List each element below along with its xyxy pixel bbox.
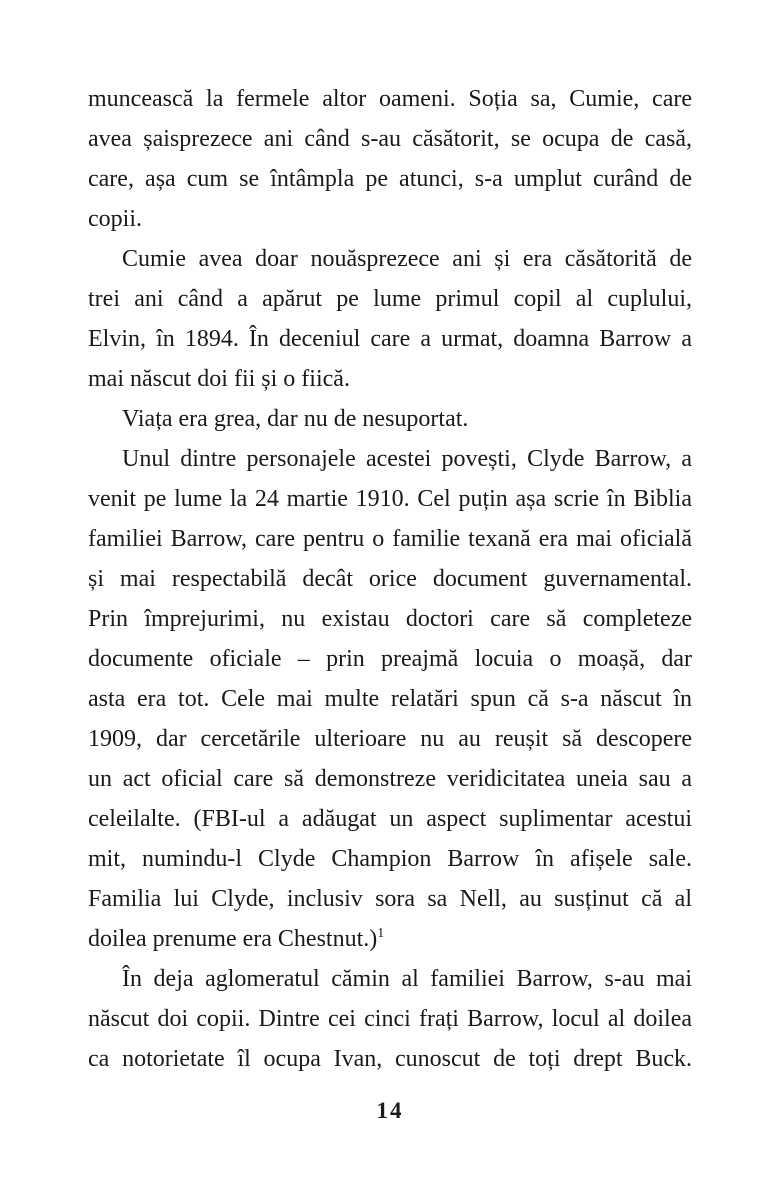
page-body-text — [88, 79, 692, 1079]
text-line: doilea prenume era Chestnut.)$^1$ — [88, 926, 385, 952]
text-line: care, așa cum se întâmpla pe atunci, s-a umplut curând de — [88, 166, 692, 192]
paragraph-4 — [88, 439, 692, 959]
text-line: trei ani când a apărut pe lume primul copil al cuplului, — [88, 286, 692, 312]
text-line: muncească la fermele altor oameni. Soția sa, Cumie, care — [88, 86, 692, 112]
paragraph-5 — [88, 959, 692, 1079]
text-line: Elvin, în 1894. În deceniul care a urmat, doamna Barrow a — [88, 326, 692, 352]
text-line: Viața era grea, dar nu de nesuportat. — [122, 406, 469, 432]
page-number: 14 — [376, 1098, 404, 1123]
text-line: familiei Barrow, care pentru o familie texană era mai oficială — [88, 526, 692, 552]
text-line: Prin împrejurimi, nu existau doctori care să completeze — [88, 606, 692, 632]
text-line: avea șaisprezece ani când s-au căsătorit, se ocupa de casă, — [88, 126, 692, 152]
text-line: Unul dintre personajele acestei povești, Clyde Barrow, a — [122, 446, 692, 472]
text-line: asta era tot. Cele mai multe relatări spun că s-a născut în — [88, 686, 692, 712]
text-line: născut doi copii. Dintre cei cinci frați Barrow, locul al doilea — [88, 1006, 692, 1032]
text-line: mit, numindu-l Clyde Champion Barrow în afișele sale. — [88, 846, 692, 872]
text-line: 1909, dar cercetările ulterioare nu au reușit să descopere — [88, 726, 692, 752]
paragraph-2 — [88, 239, 692, 399]
text-line: ca notorietate îl ocupa Ivan, cunoscut de toți drept Buck. — [88, 1046, 692, 1072]
text-line: Familia lui Clyde, inclusiv sora sa Nell, au susținut că al — [88, 886, 692, 912]
text-line: un act oficial care să demonstreze veridicitatea uneia sau a — [88, 766, 692, 792]
text-line: mai născut doi fii și o fiică. — [88, 366, 350, 392]
text-line: și mai respectabilă decât orice document guvernamental. — [88, 566, 692, 592]
text-line: copii. — [88, 206, 142, 232]
footnote-marker: 1 — [377, 926, 385, 941]
text-line: celeilalte. (FBI-ul a adăugat un aspect suplimentar acestui — [88, 806, 692, 832]
text-line: documente oficiale – prin preajmă locuia o moașă, dar — [88, 646, 692, 672]
page-footer — [88, 1098, 692, 1124]
paragraph-3 — [88, 399, 692, 439]
text-line: Cumie avea doar nouăsprezece ani și era căsătorită de — [122, 246, 692, 272]
text-line: venit pe lume la 24 martie 1910. Cel puțin așa scrie în Biblia — [88, 486, 692, 512]
paragraph-1 — [88, 79, 692, 239]
text-line: În deja aglomeratul cămin al familiei Barrow, s-au mai — [122, 966, 692, 992]
